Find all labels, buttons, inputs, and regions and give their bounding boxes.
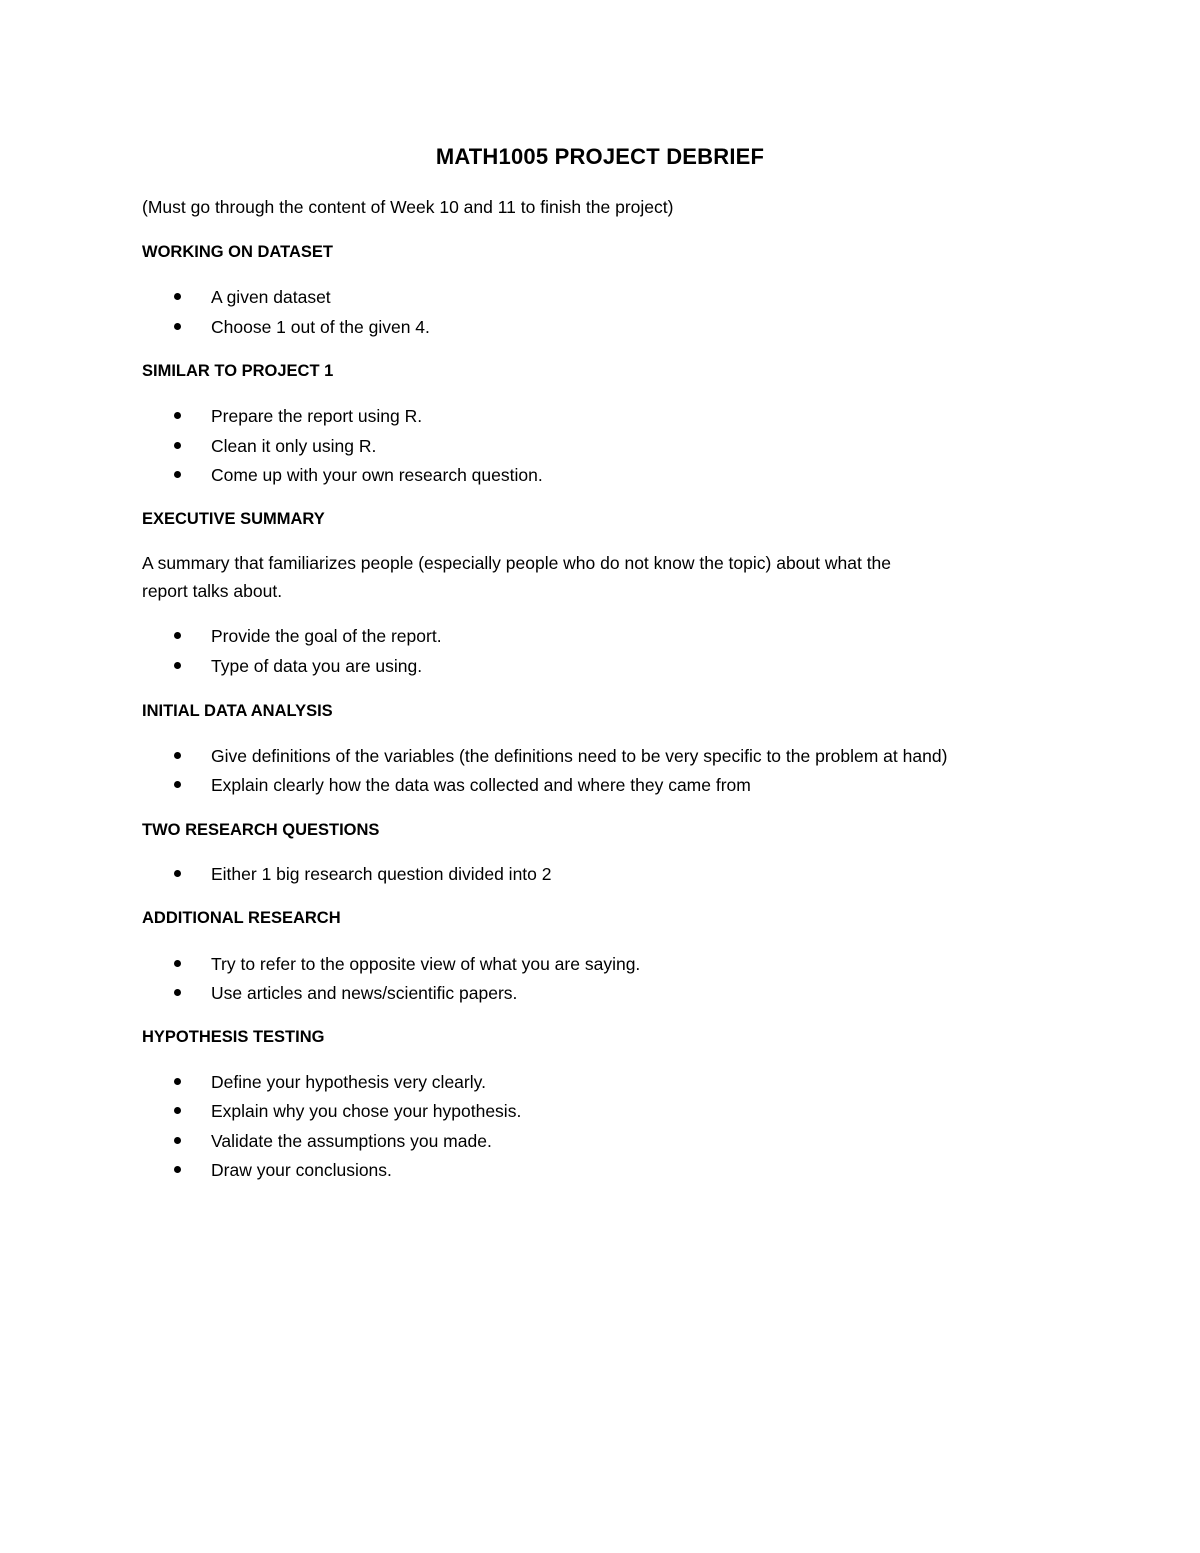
bullet-icon bbox=[174, 752, 181, 759]
section-heading-hypothesis-testing: HYPOTHESIS TESTING bbox=[142, 1028, 325, 1046]
bullet-icon bbox=[174, 1078, 181, 1085]
section-heading-additional-research: ADDITIONAL RESEARCH bbox=[142, 909, 341, 927]
bullet-icon bbox=[174, 471, 181, 478]
document-subtitle: (Must go through the content of Week 10 and 11 to finish the project) bbox=[142, 197, 674, 217]
section-heading-similar-to-project-1: SIMILAR TO PROJECT 1 bbox=[142, 362, 334, 380]
bullet-icon bbox=[174, 1107, 181, 1114]
paragraph-line: report talks about. bbox=[142, 581, 283, 601]
bullet-icon bbox=[174, 662, 181, 669]
document-title: MATH1005 PROJECT DEBRIEF bbox=[435, 144, 765, 169]
section-heading-two-research-questions: TWO RESEARCH QUESTIONS bbox=[142, 821, 380, 839]
section-heading-executive-summary: EXECUTIVE SUMMARY bbox=[142, 510, 325, 528]
bullet-icon bbox=[174, 632, 181, 639]
bullet-icon bbox=[174, 442, 181, 449]
section-heading-working-on-dataset: WORKING ON DATASET bbox=[142, 243, 333, 261]
bullet-icon bbox=[174, 989, 181, 996]
section-heading-initial-data-analysis: INITIAL DATA ANALYSIS bbox=[142, 702, 333, 720]
paragraph-line: A summary that familiarizes people (especially people who do not know the topic) about what the bbox=[142, 553, 892, 573]
bullet-icon bbox=[174, 781, 181, 788]
bullet-icon bbox=[174, 1137, 181, 1144]
document-page: MATH1005 PROJECT DEBRIEF (Must go through the content of Week 10 and 11 to finish the project) WORKING ON DATASET A given dataset Choose 1 out of the given 4. SIMILAR TO PROJECT 1 Prepare the report using R. Clean it only using R. Come up with your own research question. EXECUTIVE SUMMARY A summary that familiarizes people (especially people who do not know the topic) about what the report talks about. Provide the goal of the report. Type of data you are using. INITIAL DATA ANALYSIS Give definitions of the variables (the definitions need to be very specific to the problem at hand) Explain clearly how the data was collected and where they came from TWO RESEARCH QUESTIONS Either 1 big research question divided into 2 ADDITIONAL RESEARCH Try to refer to the opposite view of what you are saying. Use articles and news/scientific papers. HYPOTHESIS TESTING Define your hypothesis very clearly. Explain why you chose your hypothesis. Validate the assumptions you made. Draw your conclusions. bbox=[0, 0, 1200, 1553]
bullet-icon bbox=[174, 293, 181, 300]
bullet-icon bbox=[174, 960, 181, 967]
bullet-icon bbox=[174, 323, 181, 330]
bullet-icon bbox=[174, 870, 181, 877]
bullet-icon bbox=[174, 412, 181, 419]
bullet-icon bbox=[174, 1166, 181, 1173]
